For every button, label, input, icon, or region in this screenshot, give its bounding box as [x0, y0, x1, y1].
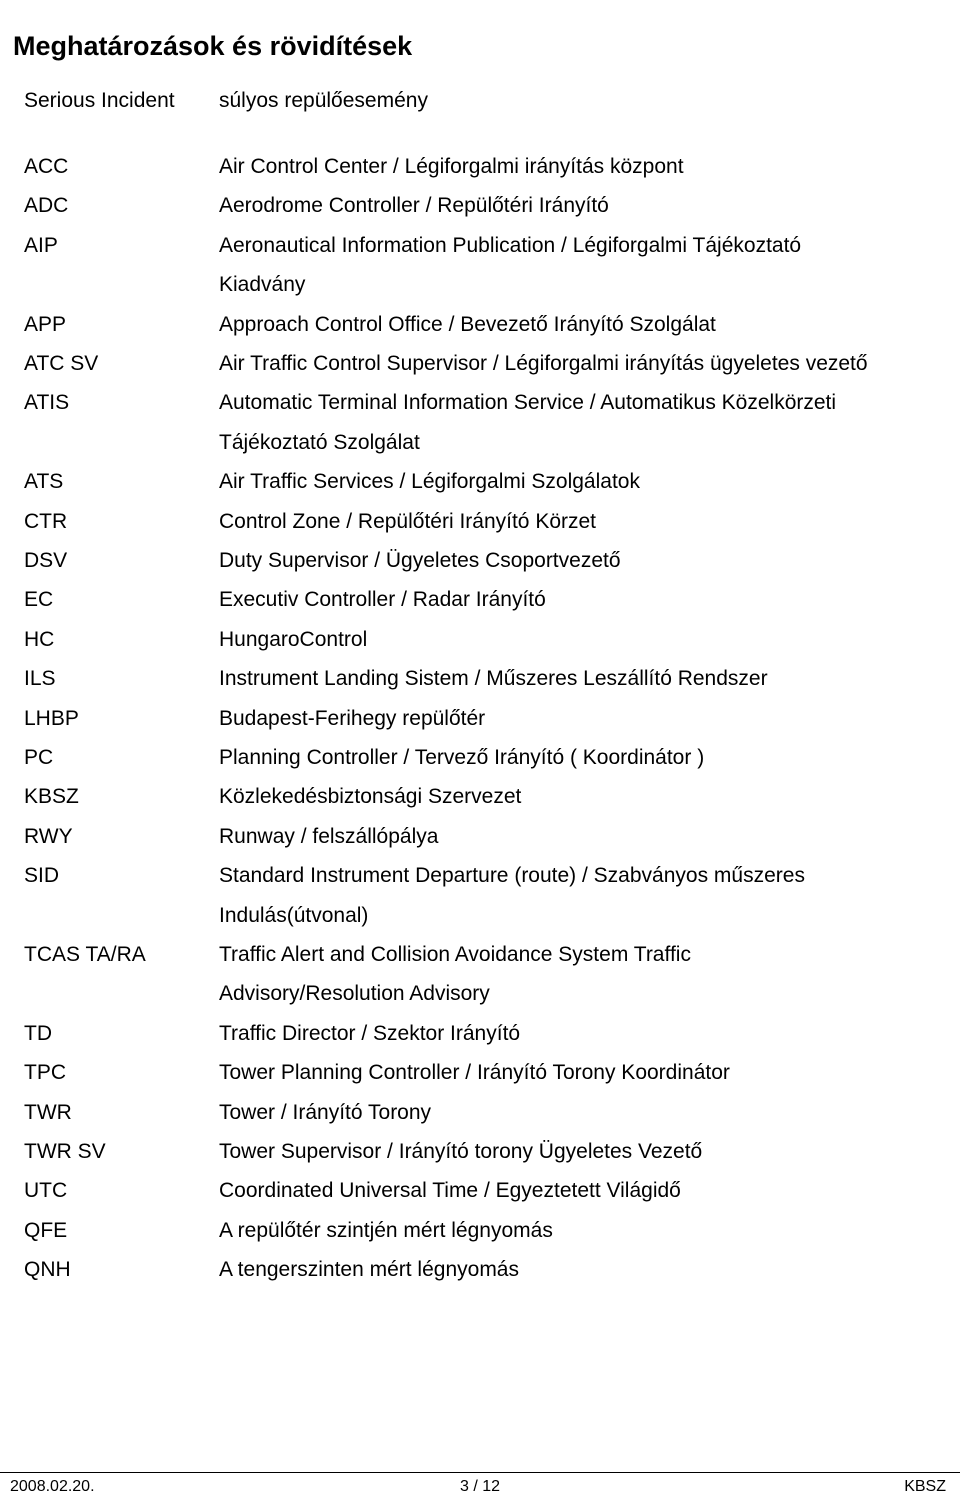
abbreviation-meaning: A repülőtér szintjén mért légnyomás — [219, 1218, 553, 1242]
term: Serious Incident — [24, 89, 175, 112]
abbreviation-meaning: Budapest-Ferihegy repülőtér — [219, 706, 486, 730]
definition-row — [0, 81, 960, 120]
abbreviation: APP — [24, 312, 67, 336]
abbreviation-meaning: Aeronautical Information Publication / Légiforgalmi Tájékoztató — [219, 233, 802, 257]
abbreviation-meaning-continued: Advisory/Resolution Advisory — [219, 982, 490, 1006]
abbreviation-row — [0, 226, 960, 265]
page-footer — [0, 1472, 960, 1495]
abbreviation: AIP — [24, 233, 58, 257]
abbreviation-row — [0, 580, 960, 619]
abbreviation: ADC — [24, 194, 69, 218]
abbreviation-row — [0, 383, 960, 422]
abbreviation: TCAS TA/RA — [24, 943, 146, 966]
abbreviation-meaning-continued: Tájékoztató Szolgálat — [219, 430, 420, 454]
abbreviation-row — [0, 1171, 960, 1210]
abbreviation: ILS — [24, 667, 56, 691]
abbreviation-meaning: HungaroControl — [219, 627, 368, 651]
footer-organization: KBSZ — [904, 1478, 946, 1495]
abbreviation-row — [0, 305, 960, 344]
abbreviation: ATIS — [24, 391, 70, 415]
abbreviation-row — [0, 935, 960, 974]
abbreviation-row-continuation — [0, 265, 960, 304]
abbreviation-row — [0, 462, 960, 501]
abbreviation-row — [0, 777, 960, 816]
abbreviation: TWR — [24, 1100, 72, 1124]
abbreviation-row — [0, 738, 960, 777]
abbreviation: UTC — [24, 1179, 68, 1203]
abbreviation-row — [0, 1014, 960, 1053]
abbreviation: DSV — [24, 549, 68, 572]
abbreviation-row — [0, 699, 960, 738]
abbreviation-meaning: Air Control Center / Légiforgalmi irányítás központ — [219, 155, 684, 178]
abbreviation: ATC SV — [24, 352, 99, 375]
abbreviation-meaning: Air Traffic Control Supervisor / Légiforgalmi irányítás ügyeletes vezető — [219, 352, 868, 375]
abbreviation: TWR SV — [24, 1140, 106, 1163]
abbreviation-row — [0, 817, 960, 856]
abbreviation-meaning: Planning Controller / Tervező Irányító ( Koordinátor ) — [219, 746, 705, 769]
abbreviation: ATS — [24, 470, 64, 494]
abbreviation: QNH — [24, 1258, 71, 1282]
abbreviation-meaning-continued: Indulás(útvonal) — [219, 903, 369, 927]
abbreviation-meaning: Aerodrome Controller / Repülőtéri Irányító — [219, 194, 609, 218]
abbreviation-row-continuation — [0, 974, 960, 1013]
abbreviation-meaning: Közlekedésbiztonsági Szervezet — [219, 785, 522, 809]
footer-page-number: 3 / 12 — [459, 1478, 501, 1495]
abbreviation-meaning: Traffic Alert and Collision Avoidance System Traffic — [219, 943, 691, 966]
abbreviation-meaning: Automatic Terminal Information Service / Automatikus Közelkörzeti — [219, 391, 837, 415]
abbreviation-meaning: Coordinated Universal Time / Egyeztetett Világidő — [219, 1179, 681, 1203]
abbreviation-row — [0, 344, 960, 383]
abbreviation: PC — [24, 746, 54, 769]
abbreviation: ACC — [24, 155, 69, 178]
abbreviation-row — [0, 502, 960, 541]
abbreviation-meaning: Tower / Irányító Torony — [219, 1100, 432, 1124]
abbreviation-meaning: Air Traffic Services / Légiforgalmi Szolgálatok — [219, 470, 640, 494]
abbreviation-meaning: Duty Supervisor / Ügyeletes Csoportvezető — [219, 549, 621, 572]
abbreviation-row — [0, 186, 960, 225]
abbreviation-meaning: Traffic Director / Szektor Irányító — [219, 1021, 521, 1045]
abbreviation-row-continuation — [0, 896, 960, 935]
abbreviation-row-continuation — [0, 423, 960, 462]
abbreviation: SID — [24, 864, 60, 888]
abbreviation: TD — [24, 1021, 52, 1045]
term-definition: súlyos repülőesemény — [219, 89, 428, 112]
abbreviation-row — [0, 659, 960, 698]
abbreviation-row — [0, 1250, 960, 1289]
abbreviation-meaning: Instrument Landing Sistem / Műszeres Leszállító Rendszer — [219, 667, 768, 691]
abbreviation-meaning: Approach Control Office / Bevezető Irányító Szolgálat — [219, 312, 716, 336]
abbreviation: TPC — [24, 1061, 66, 1085]
abbreviation: HC — [24, 627, 55, 651]
abbreviation-meaning: Runway / felszállópálya — [219, 824, 439, 848]
abbreviation-meaning: Tower Planning Controller / Irányító Torony Koordinátor — [219, 1061, 730, 1085]
page-title: Meghatározások és rövidítések — [13, 31, 413, 61]
abbreviation-meaning: Control Zone / Repülőtéri Irányító Körzet — [219, 509, 597, 533]
abbreviation: RWY — [24, 824, 73, 848]
abbreviation-row — [0, 856, 960, 895]
abbreviation-meaning-continued: Kiadvány — [219, 273, 306, 297]
abbreviation-row — [0, 1093, 960, 1132]
abbreviation-row — [0, 147, 960, 186]
abbreviation: QFE — [24, 1218, 68, 1242]
abbreviation-meaning: Executiv Controller / Radar Irányító — [219, 588, 546, 612]
footer-date: 2008.02.20. — [10, 1478, 95, 1495]
abbreviation-row — [0, 541, 960, 580]
abbreviation-row — [0, 1132, 960, 1171]
abbreviation: EC — [24, 588, 54, 612]
abbreviation: CTR — [24, 509, 68, 533]
abbreviation-meaning: Standard Instrument Departure (route) / Szabványos műszeres — [219, 864, 805, 888]
abbreviation-meaning: Tower Supervisor / Irányító torony Ügyeletes Vezető — [219, 1140, 703, 1163]
abbreviation: KBSZ — [24, 785, 79, 809]
abbreviation-row — [0, 1211, 960, 1250]
abbreviation: LHBP — [24, 706, 79, 730]
abbreviation-row — [0, 620, 960, 659]
abbreviation-meaning: A tengerszinten mért légnyomás — [219, 1258, 519, 1282]
abbreviation-row — [0, 1053, 960, 1092]
